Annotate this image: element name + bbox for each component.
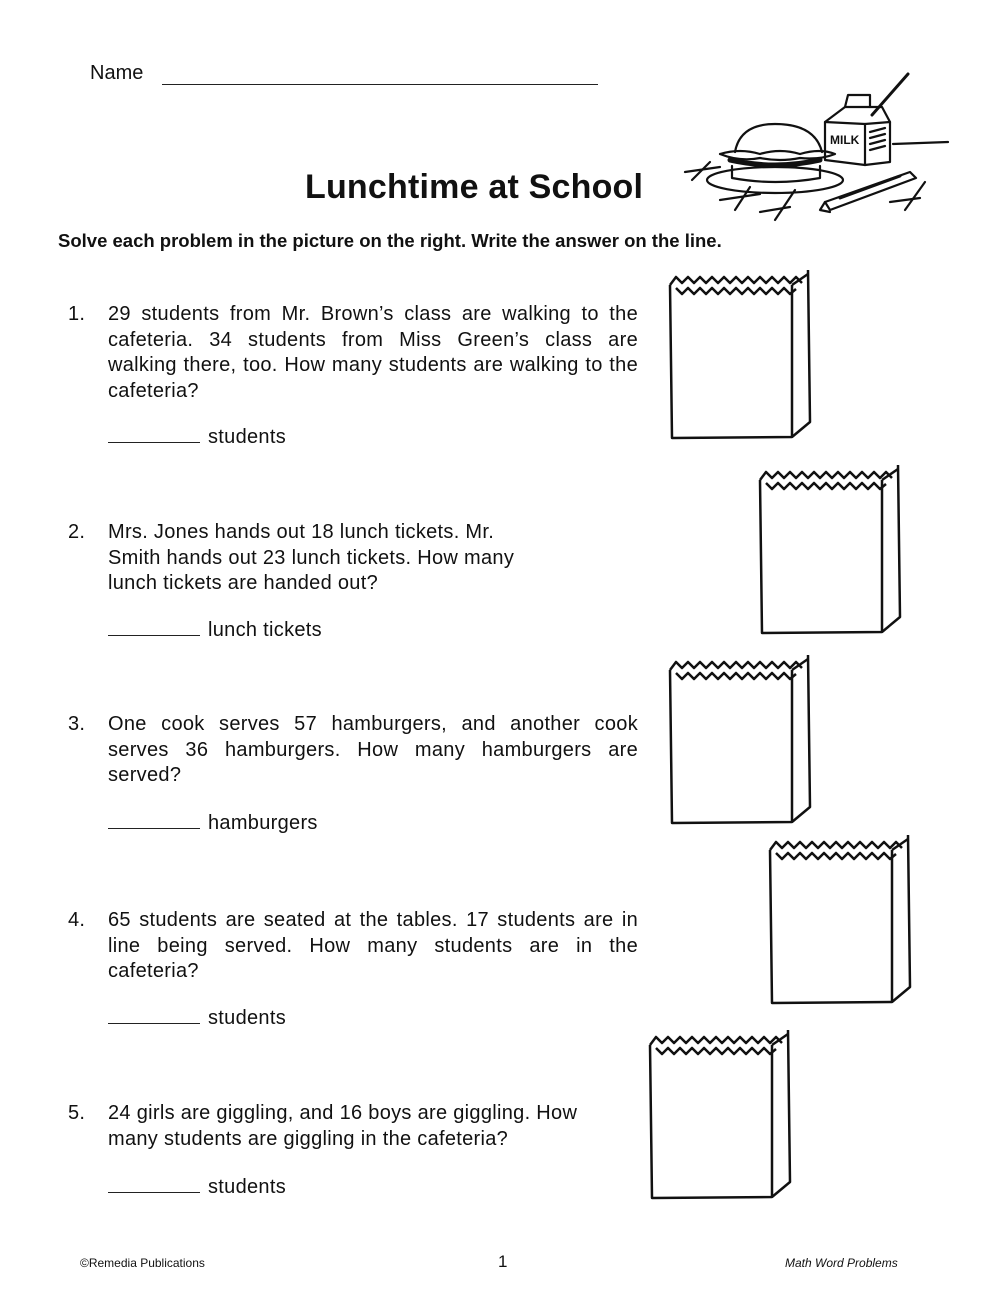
problem-number: 2. xyxy=(68,521,86,543)
problem-4 xyxy=(68,908,638,985)
footer-book-title: Math Word Problems xyxy=(785,1256,898,1270)
answer-2 xyxy=(108,619,322,642)
problem-5 xyxy=(68,1101,638,1152)
problem-text: One cook serves 57 hamburgers, and another cook serves 36 hamburgers. How many hamburgers are served? xyxy=(108,713,638,786)
answer-unit: students xyxy=(208,1007,287,1029)
answer-unit: lunch tickets xyxy=(208,619,322,641)
answer-5 xyxy=(108,1176,286,1199)
answer-blank[interactable] xyxy=(108,635,200,636)
answer-unit: students xyxy=(208,426,287,448)
svg-text:MILK: MILK xyxy=(830,133,860,147)
page-number: 1 xyxy=(498,1252,508,1271)
problem-text: 65 students are seated at the tables. 17 students are in line being served. How many students are in the cafeteria? xyxy=(108,909,638,982)
plate-icon xyxy=(707,167,843,193)
milk-carton-icon xyxy=(825,74,908,165)
answer-blank[interactable] xyxy=(108,1192,200,1193)
paper-bag-answer-box-3[interactable] xyxy=(662,645,812,830)
problem-2 xyxy=(68,520,638,597)
footer-publisher: ©Remedia Publications xyxy=(80,1256,205,1270)
answer-unit: hamburgers xyxy=(208,812,318,834)
problem-number: 4. xyxy=(68,909,86,931)
problem-1 xyxy=(68,302,638,404)
paper-bag-answer-box-5[interactable] xyxy=(642,1020,792,1205)
problem-text: 29 students from Mr. Brown’s class are walking to the cafeteria. 34 students from Miss Green’s class are walking there, too. How many students are walking to the cafeteria? xyxy=(108,303,638,402)
paper-bag-answer-box-1[interactable] xyxy=(662,260,812,445)
answer-4 xyxy=(108,1007,286,1030)
name-label: Name xyxy=(90,62,144,84)
problem-text: 24 girls are giggling, and 16 boys are giggling. How many students are giggling in the cafeteria? xyxy=(108,1102,578,1150)
problem-3 xyxy=(68,712,638,789)
answer-3 xyxy=(108,812,318,835)
answer-unit: students xyxy=(208,1176,287,1198)
utensil-pack-icon xyxy=(820,172,916,212)
answer-1 xyxy=(108,426,286,449)
name-field[interactable] xyxy=(162,84,598,85)
problem-text: Mrs. Jones hands out 18 lunch tickets. Mr. Smith hands out 23 lunch tickets. How many lunch tickets are handed out? xyxy=(108,521,515,594)
instructions: Solve each problem in the picture on the right. Write the answer on the line. xyxy=(58,230,722,251)
paper-bag-answer-box-4[interactable] xyxy=(762,825,912,1010)
problem-number: 5. xyxy=(68,1102,86,1124)
lunch-illustration xyxy=(680,62,960,222)
problem-number: 3. xyxy=(68,713,86,735)
problem-number: 1. xyxy=(68,303,86,325)
page-title: Lunchtime at School xyxy=(305,168,644,206)
hamburger-icon xyxy=(720,124,835,182)
paper-bag-answer-box-2[interactable] xyxy=(752,455,902,640)
answer-blank[interactable] xyxy=(108,1023,200,1024)
answer-blank[interactable] xyxy=(108,828,200,829)
answer-blank[interactable] xyxy=(108,442,200,443)
